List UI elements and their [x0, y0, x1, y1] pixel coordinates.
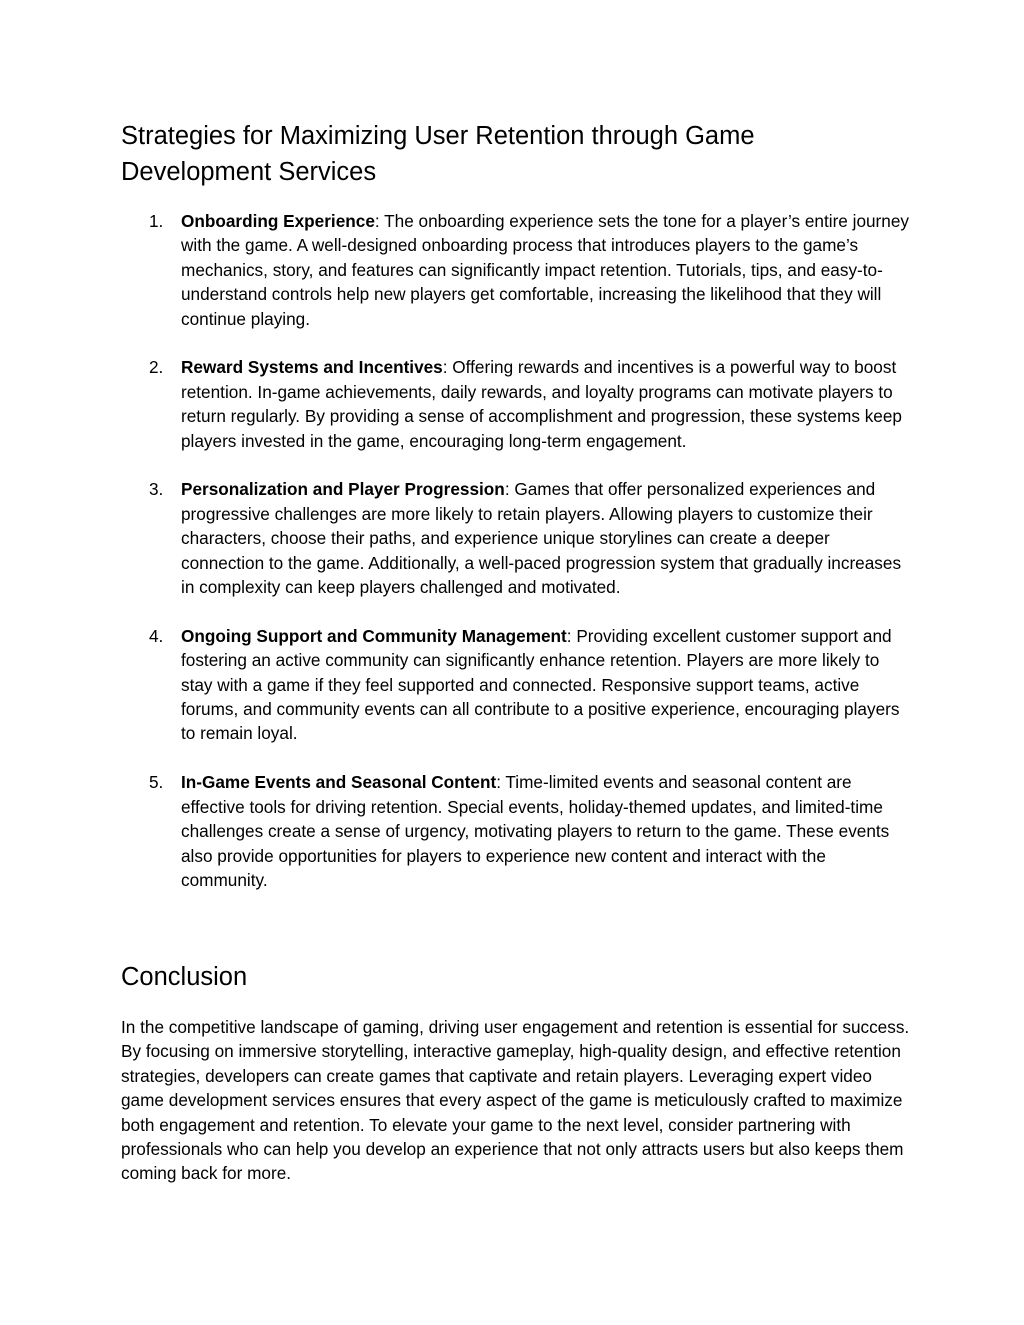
- list-item: [121, 770, 911, 892]
- page-title: Strategies for Maximizing User Retention through Game Development Services: [121, 122, 755, 186]
- list-item-text: : Games that offer personalized experiences and progressive challenges are more likely to retain players. Allowing players to customize their characters, choose their paths, and experience unique storylines can create a deeper connection to the game. Additionally, a well-paced progression system that gradually increases in complexity can keep players challenged and motivated.: [181, 479, 902, 598]
- conclusion-heading: Conclusion: [121, 963, 248, 991]
- list-item-text: : Offering rewards and incentives is a powerful way to boost retention. In-game achievements, daily rewards, and loyalty programs can motivate players to return regularly. By providing a sense of accomplishment and progression, these systems keep players invested in the game, encouraging long-term engagement.: [181, 357, 902, 451]
- list-item-number: 4.: [149, 625, 164, 646]
- list-item: [121, 477, 911, 599]
- list-item-title: In-Game Events and Seasonal Content: [181, 772, 497, 793]
- list-item-text: : The onboarding experience sets the tone for a player’s entire journey with the game. A well-designed onboarding process that introduces players to the game’s mechanics, story, and features can significantly impact retention. Tutorials, tips, and easy-to-understand controls help new players get comfortable, increasing the likelihood that they will continue playing.: [181, 211, 909, 329]
- list-item-title: Ongoing Support and Community Management: [181, 625, 567, 646]
- list-item-text: : Time-limited events and seasonal content are effective tools for driving retention. Special events, holiday-themed updates, and limited-time challenges create a sense of urgency, motivating players to return to the game. These events also provide opportunities for players to experience new content and interact with the community.: [181, 772, 890, 890]
- list-item-number: 3.: [149, 479, 164, 500]
- list-item-title: Reward Systems and Incentives: [181, 357, 443, 378]
- list-item-text: : Providing excellent customer support and fostering an active community can significantly enhance retention. Players are more likely to stay with a game if they feel supported and connected. Responsive support teams, active forums, and community events can all contribute to a positive experience, encouraging players to remain loyal.: [181, 625, 900, 744]
- conclusion-paragraph: In the competitive landscape of gaming, driving user engagement and retention is essential for success. By focusing on immersive storytelling, interactive gameplay, high-quality design, and effective retention strategies, developers can create games that captivate and retain players. Leveraging expert video game development services ensures that every aspect of the game is meticulously crafted to maximize both engagement and retention. To elevate your game to the next level, consider partnering with professionals who can help you develop an experience that not only attracts users but also keeps them coming back for more.: [121, 1017, 910, 1184]
- list-item-number: 5.: [149, 772, 164, 793]
- list-item-number: 1.: [149, 211, 164, 231]
- list-item: [121, 624, 911, 746]
- list-item-title: Personalization and Player Progression: [181, 479, 505, 500]
- list-item-number: 2.: [149, 357, 164, 378]
- list-item-title: Onboarding Experience: [181, 211, 375, 231]
- list-item: [121, 355, 911, 453]
- strategy-list: [121, 209, 911, 917]
- list-item: [121, 209, 911, 331]
